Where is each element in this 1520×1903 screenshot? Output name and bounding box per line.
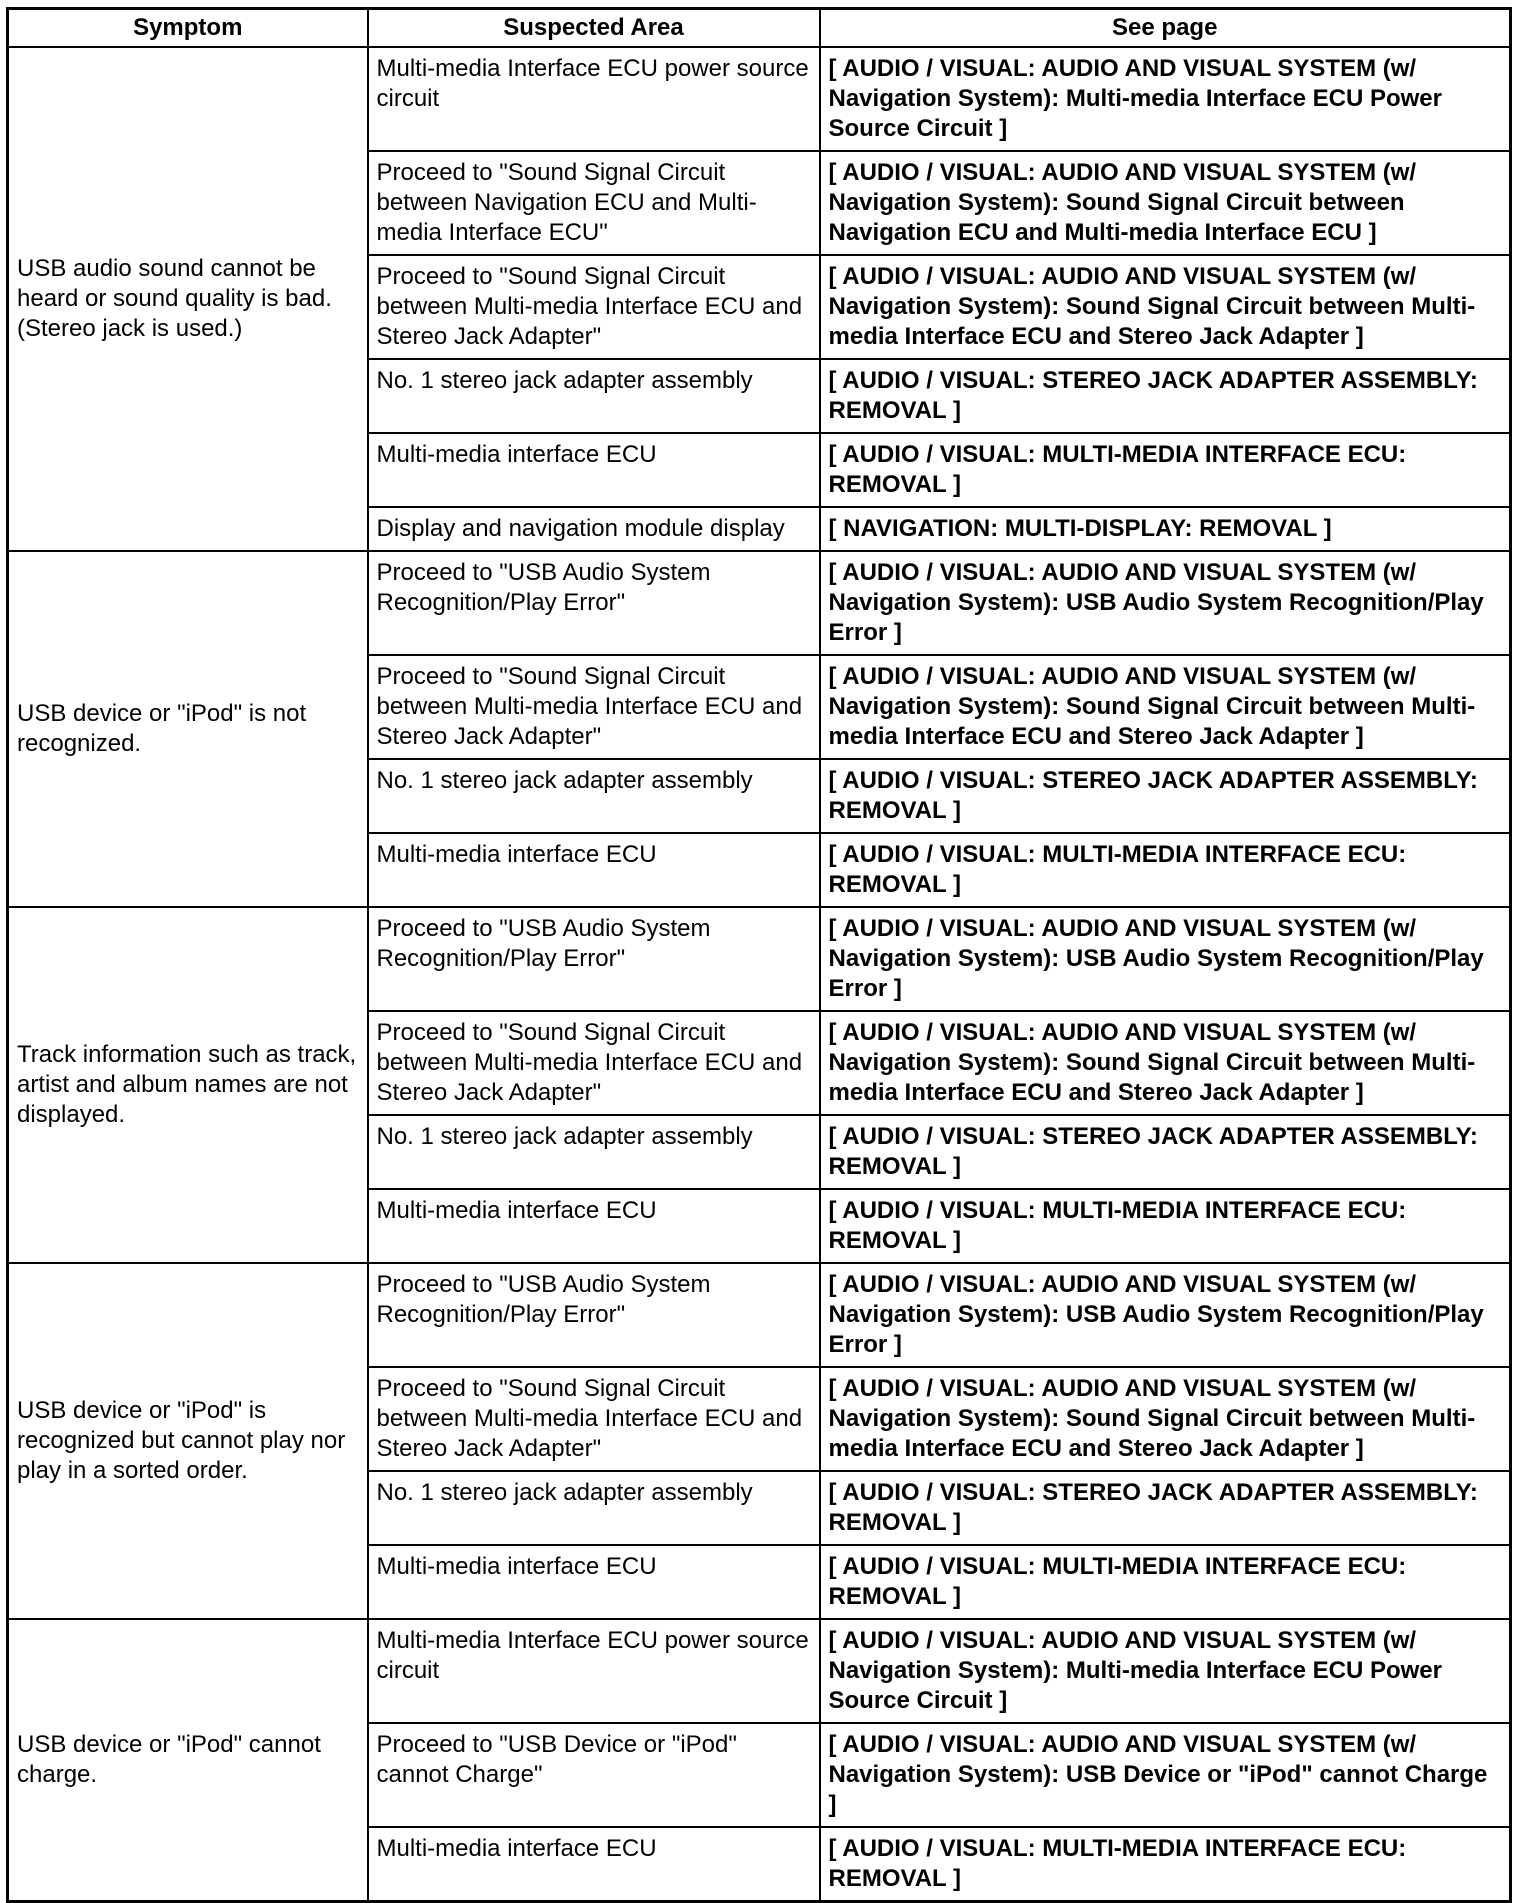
suspected-area-cell: Proceed to "Sound Signal Circuit between Navigation ECU and Multi-media Interface ECU" [368, 151, 820, 255]
see-page-cell: [ AUDIO / VISUAL: AUDIO AND VISUAL SYSTEM (w/ Navigation System): Sound Signal Circuit between Multi-media Interface ECU and Stereo Jack Adapter ] [820, 1011, 1511, 1115]
see-page-cell: [ AUDIO / VISUAL: MULTI-MEDIA INTERFACE ECU: REMOVAL ] [820, 433, 1511, 507]
table-row [8, 1619, 1511, 1723]
see-page-cell: [ AUDIO / VISUAL: AUDIO AND VISUAL SYSTEM (w/ Navigation System): Multi-media Interface ECU Power Source Circuit ] [820, 47, 1511, 151]
suspected-area-cell: Multi-media interface ECU [368, 433, 820, 507]
table-row [8, 47, 1511, 151]
symptom-cell: USB device or "iPod" is not recognized. [8, 551, 368, 907]
symptom-cell: USB device or "iPod" cannot charge. [8, 1619, 368, 1902]
troubleshooting-table [6, 7, 1512, 1903]
suspected-area-cell: Display and navigation module display [368, 507, 820, 551]
see-page-cell: [ AUDIO / VISUAL: AUDIO AND VISUAL SYSTEM (w/ Navigation System): USB Audio System Recognition/Play Error ] [820, 1263, 1511, 1367]
see-page-cell: [ AUDIO / VISUAL: MULTI-MEDIA INTERFACE ECU: REMOVAL ] [820, 833, 1511, 907]
suspected-area-cell: Proceed to "Sound Signal Circuit between Multi-media Interface ECU and Stereo Jack Adapter" [368, 1367, 820, 1471]
see-page-cell: [ AUDIO / VISUAL: STEREO JACK ADAPTER ASSEMBLY: REMOVAL ] [820, 359, 1511, 433]
suspected-area-cell: No. 1 stereo jack adapter assembly [368, 759, 820, 833]
see-page-cell: [ AUDIO / VISUAL: AUDIO AND VISUAL SYSTEM (w/ Navigation System): USB Audio System Recognition/Play Error ] [820, 551, 1511, 655]
table-row [8, 1263, 1511, 1367]
see-page-cell: [ AUDIO / VISUAL: STEREO JACK ADAPTER ASSEMBLY: REMOVAL ] [820, 759, 1511, 833]
table-row [8, 907, 1511, 1011]
header-symptom: Symptom [8, 9, 368, 48]
suspected-area-cell: Proceed to "USB Audio System Recognition/Play Error" [368, 907, 820, 1011]
suspected-area-cell: No. 1 stereo jack adapter assembly [368, 1115, 820, 1189]
suspected-area-cell: Proceed to "Sound Signal Circuit between Multi-media Interface ECU and Stereo Jack Adapter" [368, 1011, 820, 1115]
see-page-cell: [ AUDIO / VISUAL: AUDIO AND VISUAL SYSTEM (w/ Navigation System): Sound Signal Circuit between Multi-media Interface ECU and Stereo Jack Adapter ] [820, 1367, 1511, 1471]
suspected-area-cell: Multi-media Interface ECU power source circuit [368, 1619, 820, 1723]
suspected-area-cell: Proceed to "USB Audio System Recognition/Play Error" [368, 1263, 820, 1367]
suspected-area-cell: Proceed to "USB Device or "iPod" cannot Charge" [368, 1723, 820, 1827]
document-page [6, 7, 1512, 1892]
symptom-cell: USB device or "iPod" is recognized but cannot play nor play in a sorted order. [8, 1263, 368, 1619]
table-body [8, 47, 1511, 1902]
symptom-cell: USB audio sound cannot be heard or sound quality is bad. (Stereo jack is used.) [8, 47, 368, 551]
see-page-cell: [ AUDIO / VISUAL: AUDIO AND VISUAL SYSTEM (w/ Navigation System): Sound Signal Circuit between Navigation ECU and Multi-media Interface ECU ] [820, 151, 1511, 255]
suspected-area-cell: Proceed to "Sound Signal Circuit between Multi-media Interface ECU and Stereo Jack Adapter" [368, 255, 820, 359]
suspected-area-cell: Proceed to "USB Audio System Recognition/Play Error" [368, 551, 820, 655]
table-row [8, 551, 1511, 655]
header-row [8, 9, 1511, 48]
see-page-cell: [ AUDIO / VISUAL: AUDIO AND VISUAL SYSTEM (w/ Navigation System): Sound Signal Circuit between Multi-media Interface ECU and Stereo Jack Adapter ] [820, 655, 1511, 759]
symptom-cell: Track information such as track, artist and album names are not displayed. [8, 907, 368, 1263]
suspected-area-cell: Multi-media interface ECU [368, 833, 820, 907]
see-page-cell: [ AUDIO / VISUAL: MULTI-MEDIA INTERFACE ECU: REMOVAL ] [820, 1827, 1511, 1902]
suspected-area-cell: No. 1 stereo jack adapter assembly [368, 359, 820, 433]
suspected-area-cell: Proceed to "Sound Signal Circuit between Multi-media Interface ECU and Stereo Jack Adapter" [368, 655, 820, 759]
suspected-area-cell: Multi-media interface ECU [368, 1827, 820, 1902]
see-page-cell: [ AUDIO / VISUAL: AUDIO AND VISUAL SYSTEM (w/ Navigation System): USB Audio System Recognition/Play Error ] [820, 907, 1511, 1011]
suspected-area-cell: No. 1 stereo jack adapter assembly [368, 1471, 820, 1545]
see-page-cell: [ AUDIO / VISUAL: AUDIO AND VISUAL SYSTEM (w/ Navigation System): USB Device or "iPod" cannot Charge ] [820, 1723, 1511, 1827]
suspected-area-cell: Multi-media interface ECU [368, 1545, 820, 1619]
header-suspected-area: Suspected Area [368, 9, 820, 48]
see-page-cell: [ NAVIGATION: MULTI-DISPLAY: REMOVAL ] [820, 507, 1511, 551]
see-page-cell: [ AUDIO / VISUAL: STEREO JACK ADAPTER ASSEMBLY: REMOVAL ] [820, 1115, 1511, 1189]
see-page-cell: [ AUDIO / VISUAL: AUDIO AND VISUAL SYSTEM (w/ Navigation System): Sound Signal Circuit between Multi-media Interface ECU and Stereo Jack Adapter ] [820, 255, 1511, 359]
suspected-area-cell: Multi-media Interface ECU power source circuit [368, 47, 820, 151]
see-page-cell: [ AUDIO / VISUAL: AUDIO AND VISUAL SYSTEM (w/ Navigation System): Multi-media Interface ECU Power Source Circuit ] [820, 1619, 1511, 1723]
suspected-area-cell: Multi-media interface ECU [368, 1189, 820, 1263]
see-page-cell: [ AUDIO / VISUAL: MULTI-MEDIA INTERFACE ECU: REMOVAL ] [820, 1189, 1511, 1263]
see-page-cell: [ AUDIO / VISUAL: STEREO JACK ADAPTER ASSEMBLY: REMOVAL ] [820, 1471, 1511, 1545]
header-see-page: See page [820, 9, 1511, 48]
see-page-cell: [ AUDIO / VISUAL: MULTI-MEDIA INTERFACE ECU: REMOVAL ] [820, 1545, 1511, 1619]
